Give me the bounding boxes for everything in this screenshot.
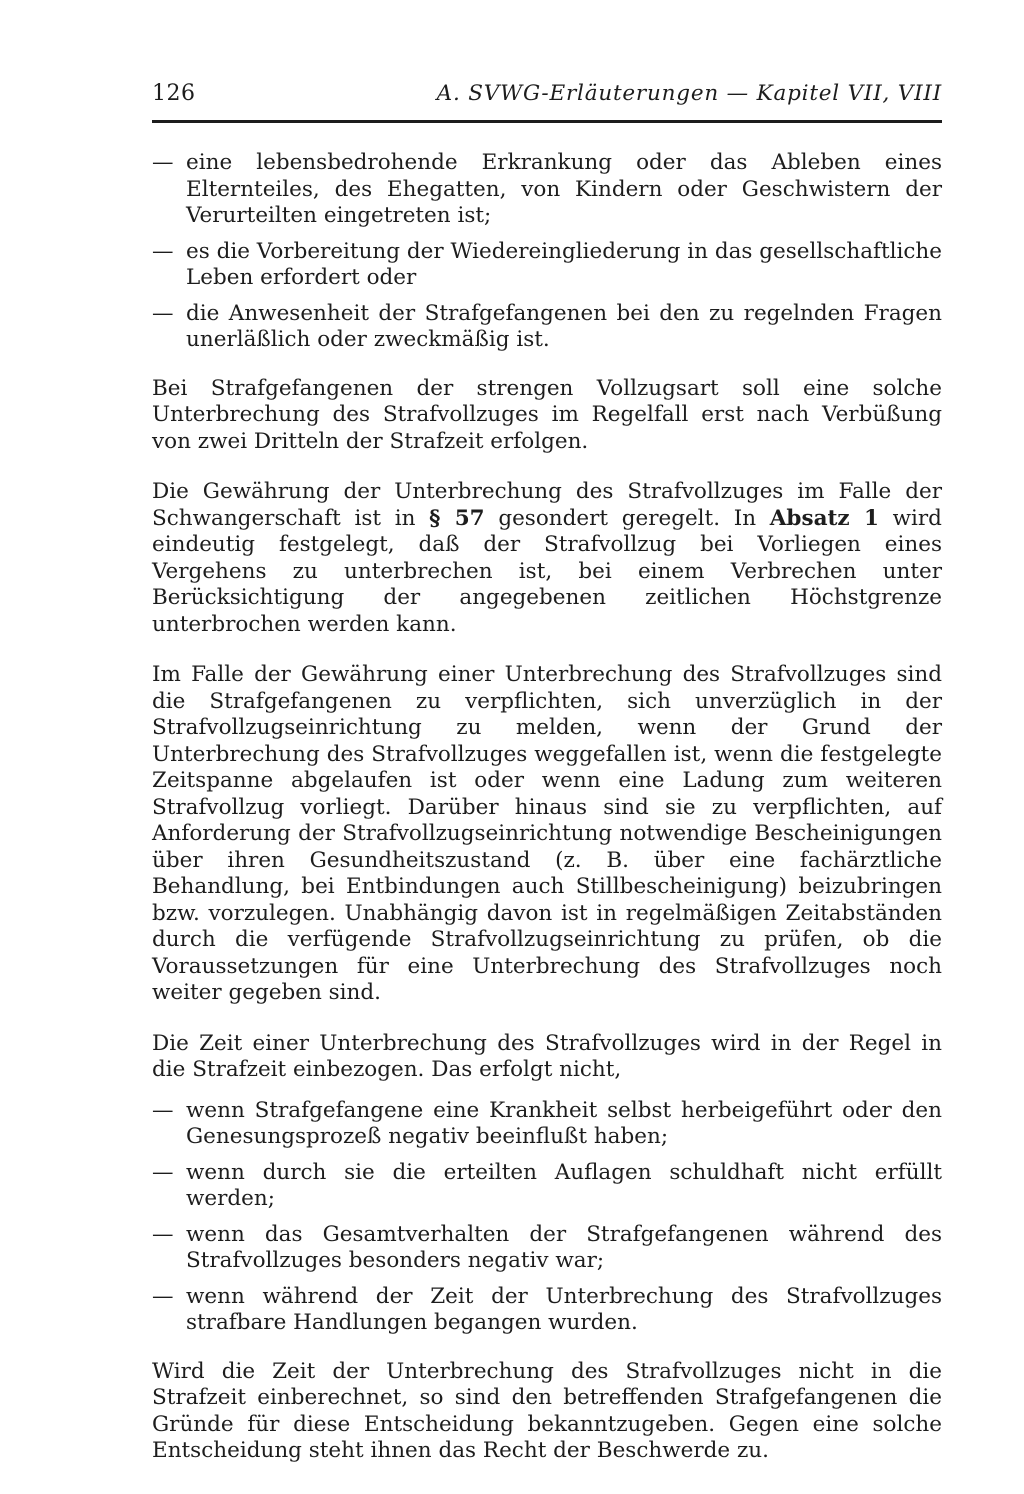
dash-bullet: — xyxy=(152,1097,174,1123)
list-item-text: es die Vorbereitung der Wiedereingliederung in das gesellschaftliche Leben erfordert oder xyxy=(186,238,942,290)
paragraph-text: gesondert geregelt. In xyxy=(498,505,757,531)
list-item-text: wenn während der Zeit der Unterbrechung des Strafvollzuges strafbare Handlungen begangen wurden. xyxy=(186,1283,942,1335)
section-reference: § 57 xyxy=(429,505,485,531)
paragraph-strict-regime: Bei Strafgefangenen der strengen Vollzugsart soll eine solche Unterbrechung des Strafvollzuges im Regelfall erst nach Verbüßung von zwei Dritteln der Strafzeit erfolgen. xyxy=(152,375,942,454)
list-item xyxy=(152,1222,942,1275)
list-item-text: eine lebensbedrohende Erkrankung oder das Ableben eines Elternteiles, des Ehegatten, von Kindern oder Geschwistern der Verurteilten eingetreten ist; xyxy=(186,150,942,228)
header-rule xyxy=(152,120,942,123)
list-item-text: wenn durch sie die erteilten Auflagen schuldhaft nicht erfüllt werden; xyxy=(186,1159,942,1211)
exceptions-list xyxy=(152,1098,942,1337)
page-number: 126 xyxy=(152,81,196,106)
list-item xyxy=(152,1284,942,1337)
list-item xyxy=(152,301,942,354)
paragraph-text: wird eindeutig festgelegt, daß der Strafvollzug bei Vorliegen eines Vergehens zu unterbrechen ist, bei einem Verbrechen unter Berücksichtigung der angegebenen zeitlichen Höchstgrenze unterbrochen werden kann. xyxy=(152,505,942,637)
list-item xyxy=(152,1098,942,1151)
running-title: A. SVWG-Erläuterungen — Kapitel VII, VIII xyxy=(436,81,942,106)
list-item xyxy=(152,150,942,230)
paragraph-pregnancy xyxy=(152,479,942,638)
dash-bullet: — xyxy=(152,150,174,175)
page-header xyxy=(152,78,942,118)
dash-bullet: — xyxy=(152,1221,174,1247)
paragraph-complaint: Wird die Zeit der Unterbrechung des Strafvollzuges nicht in die Strafzeit einberechnet, so sind den betreffenden Strafgefangenen die Gründe für diese Entscheidung bekanntzugeben. Gegen eine solche Entscheidung steht ihnen das Recht der Beschwerde zu. xyxy=(152,1358,942,1463)
list-item xyxy=(152,239,942,292)
dash-bullet: — xyxy=(152,1283,174,1309)
conditions-list xyxy=(152,150,942,354)
dash-bullet: — xyxy=(152,238,174,264)
paragraph-obligations: Im Falle der Gewährung einer Unterbrechung des Strafvollzuges sind die Strafgefangenen zu verpflichten, sich unverzüglich in der Strafvollzugseinrichtung zu melden, wenn der Grund der Unterbrechung des Strafvollzuges weggefallen ist, wenn die festgelegte Zeitspanne abgelaufen ist oder wenn eine Ladung zum weiteren Strafvollzug vorliegt. Darüber hinaus sind sie zu verpflichten, auf Anforderung der Strafvollzugseinrichtung notwendige Bescheinigungen über ihren Gesundheitszustand (z. B. über eine fachärztliche Behandlung, bei Entbindungen auch Stillbescheinigung) beizubringen bzw. vorzulegen. Unabhängig davon ist in regelmäßigen Zeitabständen durch die verfügende Strafvollzugseinrichtung zu prüfen, ob die Voraussetzungen für eine Unterbrechung des Strafvollzuges noch weiter gegeben sind. xyxy=(152,662,942,1005)
list-item-text: die Anwesenheit der Strafgefangenen bei den zu regelnden Fragen unerläßlich oder zweckmäßig ist. xyxy=(186,300,942,352)
list-item xyxy=(152,1160,942,1213)
paragraph-inclusion: Die Zeit einer Unterbrechung des Strafvollzuges wird in der Regel in die Strafzeit einbezogen. Das erfolgt nicht, xyxy=(152,1030,942,1082)
page-body xyxy=(152,150,942,1489)
dash-bullet: — xyxy=(152,300,174,326)
absatz-reference: Absatz 1 xyxy=(769,505,879,531)
list-item-text: wenn das Gesamtverhalten der Strafgefangenen während des Strafvollzuges besonders negativ war; xyxy=(186,1221,942,1273)
paragraph-text: Die Gewährung der Unterbrechung des Strafvollzuges im Falle der Schwangerschaft ist in xyxy=(152,479,942,531)
dash-bullet: — xyxy=(152,1159,174,1185)
list-item-text: wenn Strafgefangene eine Krankheit selbst herbeigeführt oder den Genesungsprozeß negativ beeinflußt haben; xyxy=(186,1097,942,1149)
